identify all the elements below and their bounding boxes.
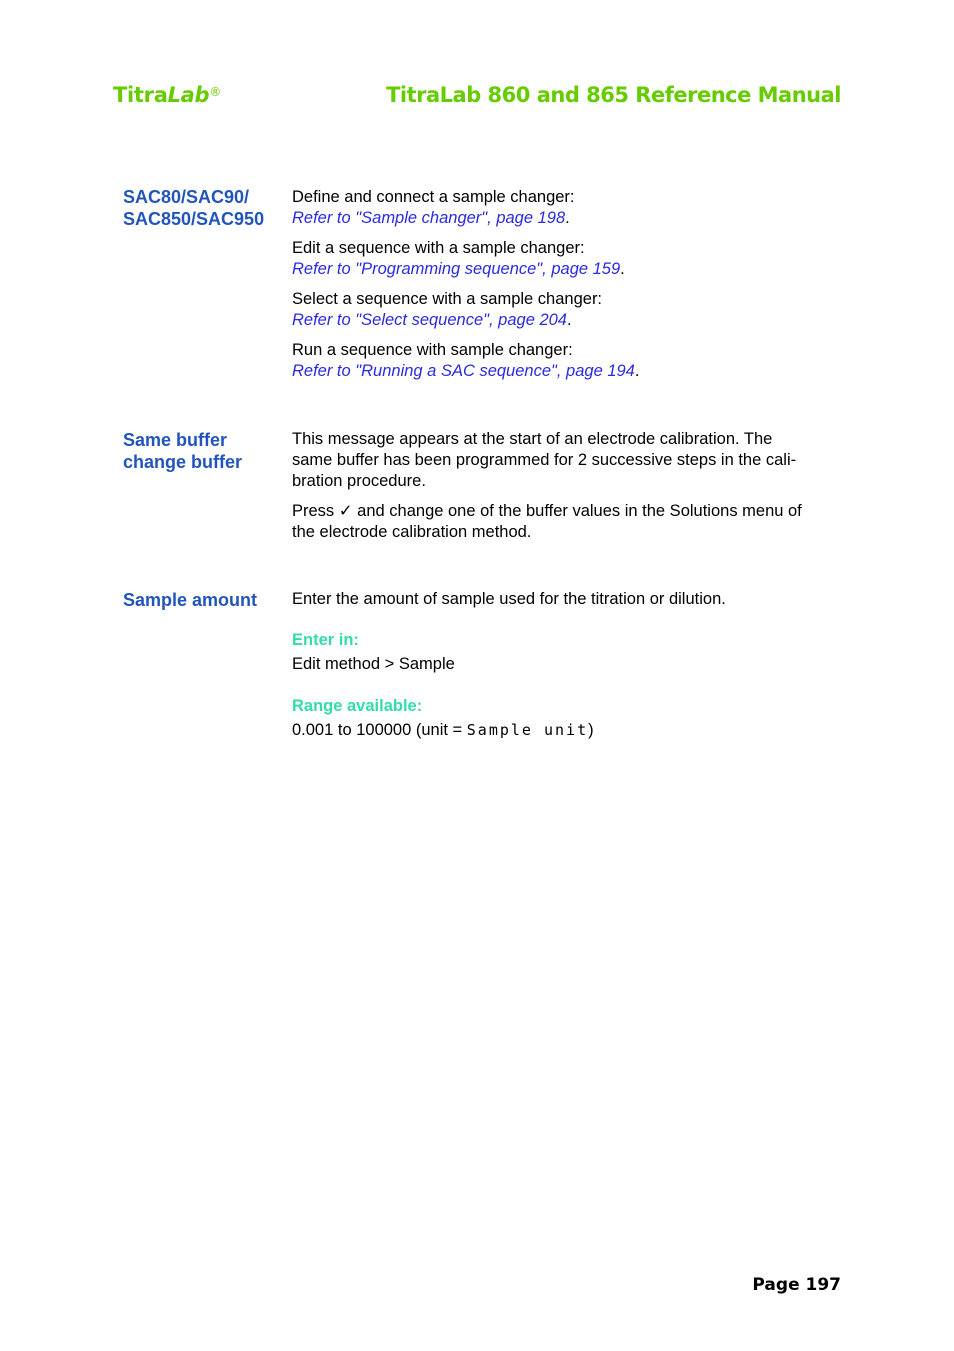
buffer-paragraph-2 [292,501,837,543]
range-suffix: ) [588,721,594,739]
buffer-p2-line1: Press ✓ and change one of the buffer values in the Solutions menu of [292,502,802,520]
sac-item-punct: . [634,362,640,380]
sac-item [292,340,837,382]
sac-item-text: Edit a sequence with a sample changer: [292,239,585,257]
buffer-p2-line2: the electrode calibration method. [292,523,532,541]
term-sac-line2: SAC850/SAC950 [123,209,265,229]
sac-item-text: Run a sequence with sample changer: [292,341,573,359]
sac-item-punct: . [566,311,572,329]
sac-item-link[interactable]: Refer to "Select sequence", page 204 [292,311,567,329]
buffer-p1-line2: same buffer has been programmed for 2 successive steps in the cali- [292,451,797,469]
range-code: Sample unit [466,721,589,739]
buffer-paragraph-1 [292,429,837,492]
manual-title: TitraLab 860 and 865 Reference Manual [386,83,841,107]
enter-in-label: Enter in: [292,631,359,649]
term-same-buffer [123,429,288,473]
sample-desc-text: Enter the amount of sample used for the titration or dilution. [292,590,726,608]
sac-item-link[interactable]: Refer to "Sample changer", page 198 [292,209,566,227]
sac-description [292,187,837,391]
sac-item-text: Select a sequence with a sample changer: [292,290,603,308]
term-buffer-line1: Same buffer [123,430,228,450]
logo-suffix: Lab [167,83,210,107]
sample-description [292,589,837,750]
sac-item [292,289,837,331]
range-label: Range available: [292,697,423,715]
sac-item [292,187,837,229]
term-sample-amount: Sample amount [123,590,258,610]
range-value [292,720,837,741]
buffer-p1-line3: bration procedure. [292,472,426,490]
buffer-p1-line1: This message appears at the start of an electrode calibration. The [292,430,773,448]
sac-item-text: Define and connect a sample changer: [292,188,575,206]
range-prefix: 0.001 to 100000 (unit = [292,721,467,739]
term-sac-line1: SAC80/SAC90/ [123,187,250,207]
term-sac [123,186,288,230]
logo-registered-mark: ® [209,85,221,99]
sac-item-punct: . [620,260,625,278]
logo-prefix: Titra [113,83,168,107]
sac-item-link[interactable]: Refer to "Running a SAC sequence", page 194 [292,362,635,380]
sac-item-punct: . [565,209,570,227]
buffer-description [292,429,837,552]
term-buffer-line2: change buffer [123,452,243,472]
page-number: Page 197 [752,1275,841,1295]
enter-in-value: Edit method > Sample [292,655,455,673]
sac-item-link[interactable]: Refer to "Programming sequence", page 159 [292,260,621,278]
brand-logo [113,83,221,107]
sac-item [292,238,837,280]
